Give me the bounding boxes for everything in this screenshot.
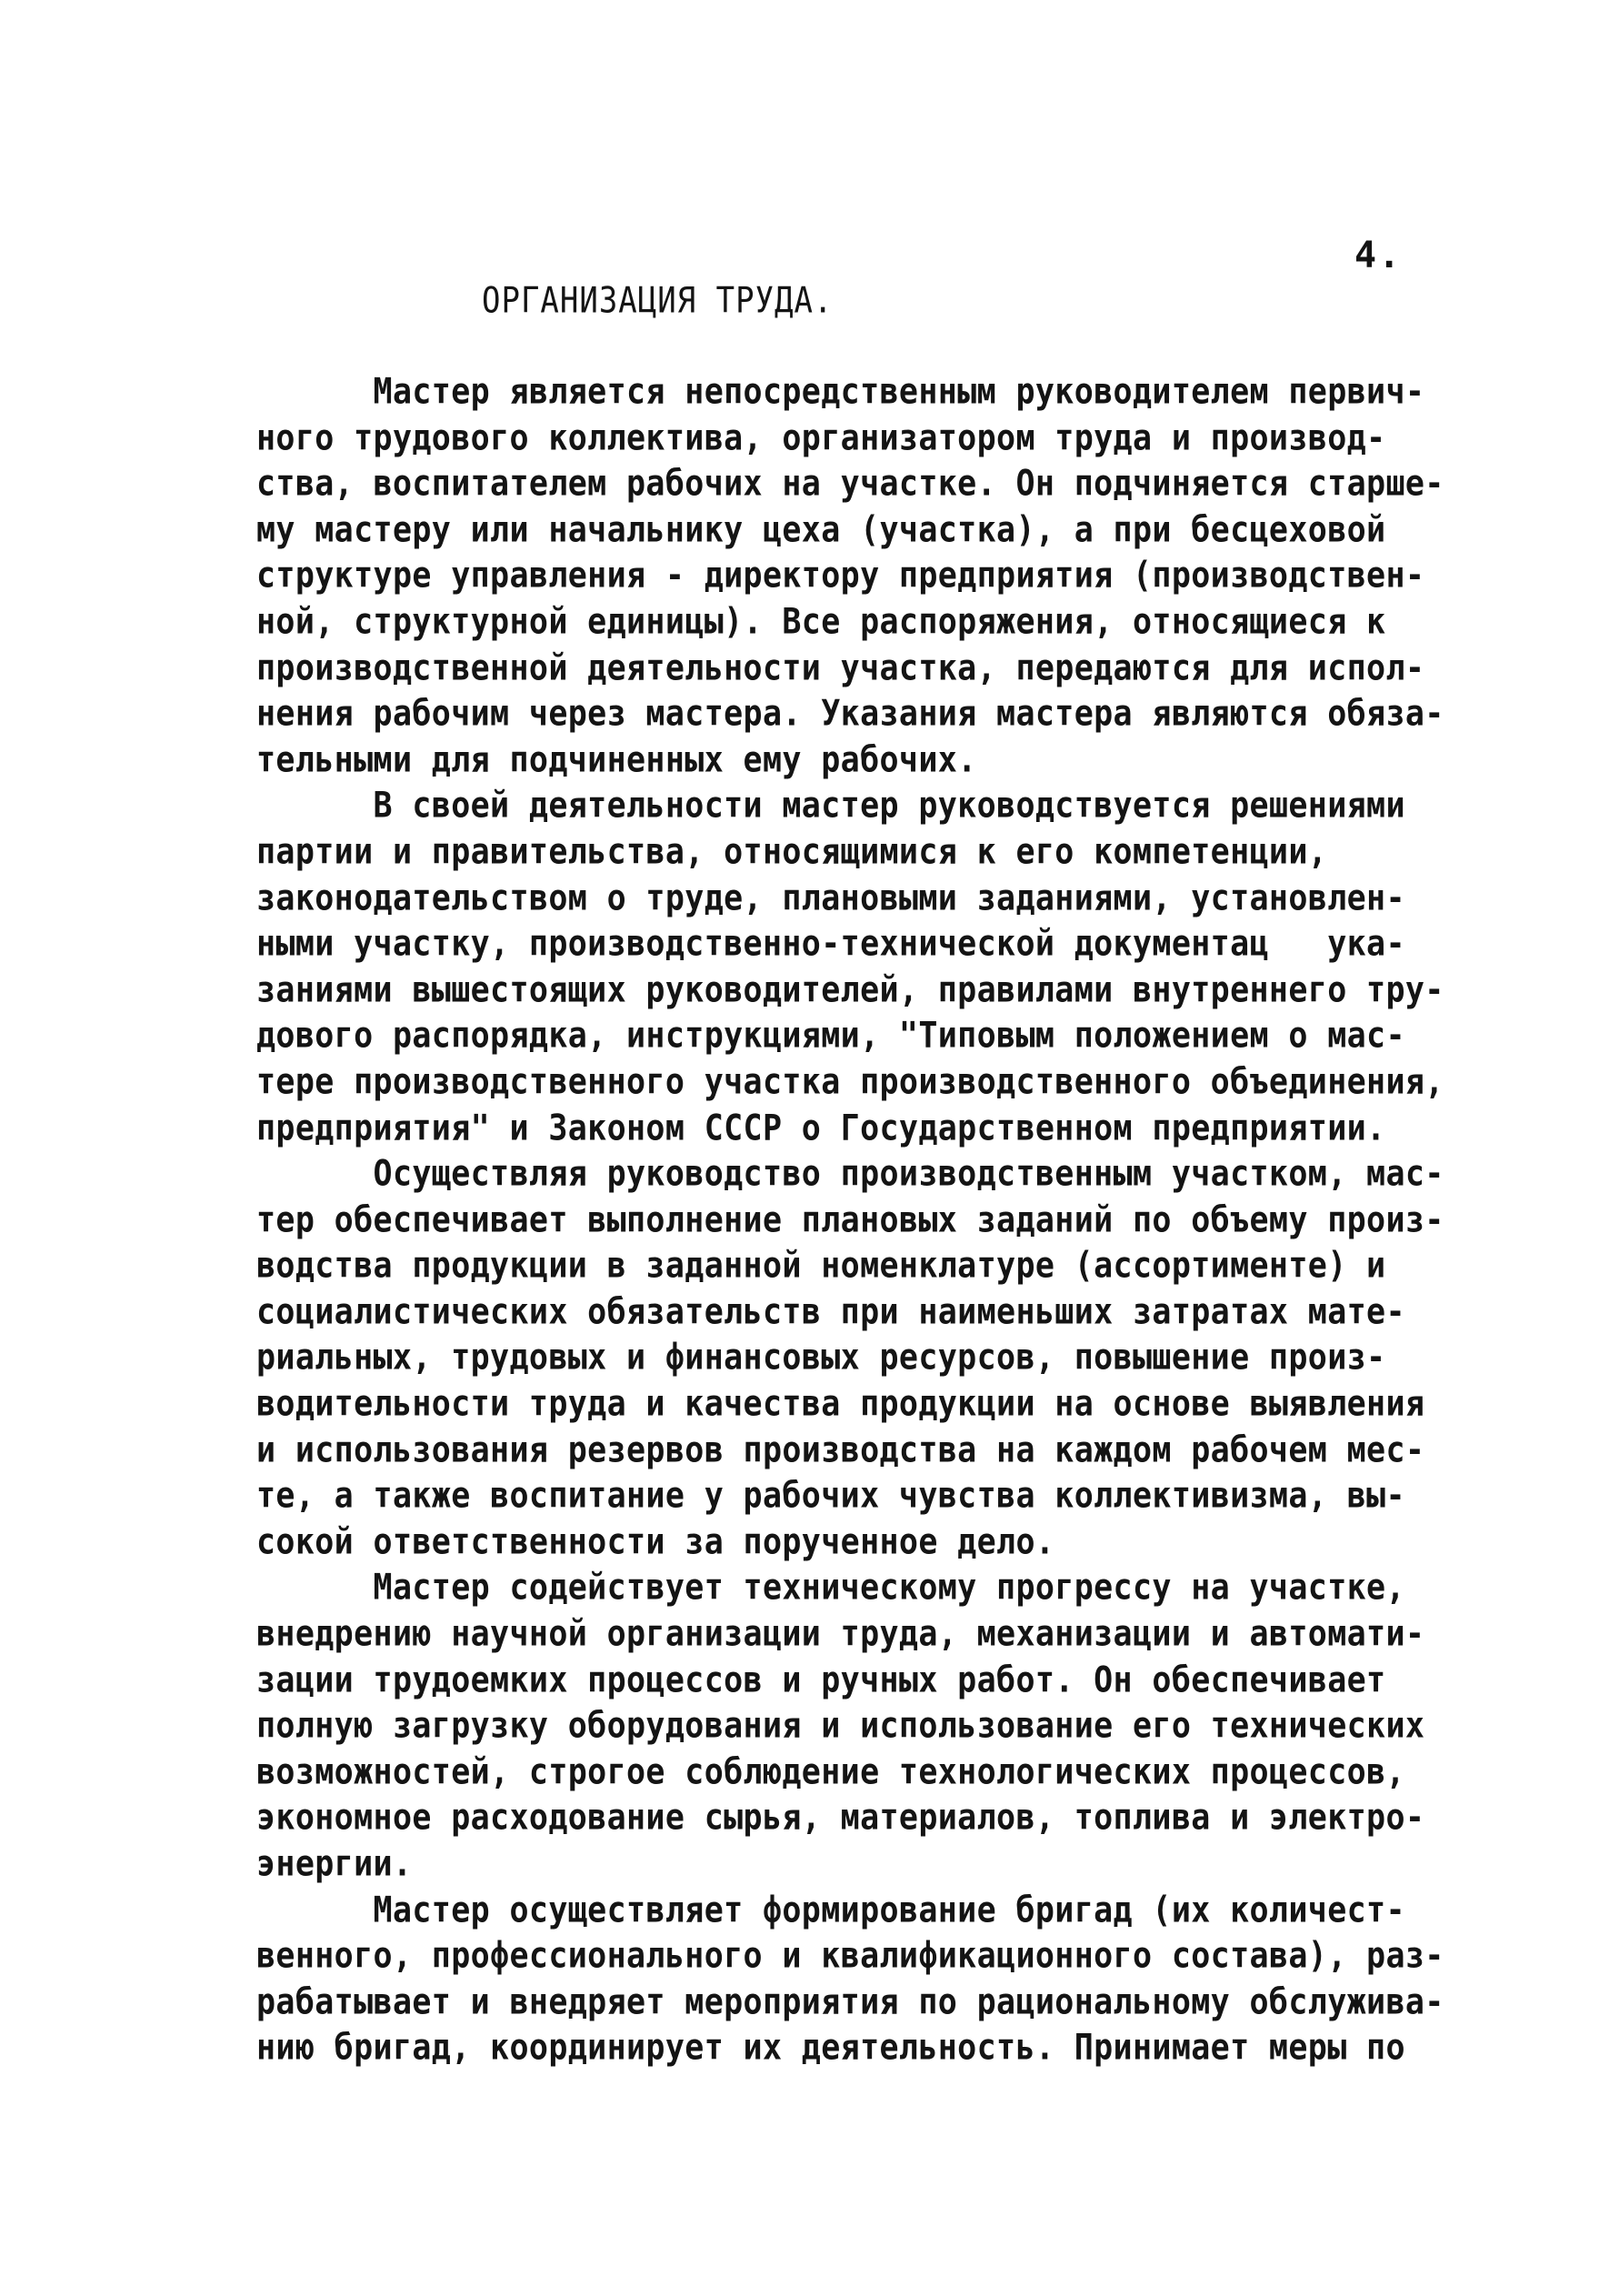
text-line: риальных, трудовых и финансовых ресурсов, повышение произ- [256,1338,1386,1379]
text-line: структуре управления - директору предприятия (производствен- [256,555,1425,597]
body-text [256,369,1493,2071]
text-line: рабатывает и внедряет мероприятия по рациональному обслужива- [256,1981,1444,2023]
text-line: Мастер является непосредственным руководителем первич- [256,371,1425,413]
text-line: социалистических обязательств при наименьших затратах мате- [256,1291,1405,1333]
text-line: нию бригад, координирует их деятельность. Принимает меры по [256,2027,1405,2069]
text-line: тере производственного участка производственного объединения, [256,1061,1444,1103]
text-line: ной, структурной единицы). Все распоряжения, относящиеся к [256,601,1386,643]
text-line: зации трудоемких процессов и ручных работ. Он обеспечивает [256,1659,1386,1700]
text-line: тер обеспечивает выполнение плановых заданий по объему произ- [256,1199,1444,1241]
text-line: возможностей, строгое соблюдение технологических процессов, [256,1751,1405,1793]
text-line: энергии. [256,1843,413,1885]
text-line: ного трудового коллектива, организатором труда и производ- [256,417,1386,458]
page-number: 4. [1354,235,1403,276]
text-line: му мастеру или начальнику цеха (участка), а при бесцеховой [256,509,1386,551]
text-line: нения рабочим через мастера. Указания мастера являются обяза- [256,693,1444,735]
text-line: венного, профессионального и квалификационного состава), раз- [256,1935,1444,1977]
text-line: Мастер содействует техническому прогрессу на участке, [256,1568,1405,1609]
text-line: производственной деятельности участка, передаются для испол- [256,647,1425,688]
text-line: сокой ответственности за порученное дело. [256,1521,1055,1563]
text-line: и использования резервов производства на каждом рабочем мес- [256,1429,1425,1471]
text-line: предприятия" и Законом СССР о Государственном предприятии. [256,1108,1386,1148]
text-line: полную загрузку оборудования и использование его технических [256,1705,1425,1747]
text-line: экономное расходование сырья, материалов, топлива и электро- [256,1797,1425,1839]
text-line: законодательством о труде, плановыми заданиями, установлен- [256,877,1405,918]
text-line: водительности труда и качества продукции на основе выявления [256,1383,1425,1425]
text-line: внедрению научной организации труда, механизации и автомати- [256,1613,1425,1655]
text-line: водства продукции в заданной номенклатуре (ассортименте) и [256,1245,1386,1287]
text-line: ными участку, производственно-технической документац ука- [256,923,1405,965]
text-line: те, а также воспитание у рабочих чувства коллективизма, вы- [256,1475,1405,1517]
document-title: ОРГАНИЗАЦИЯ ТРУДА. [482,280,834,322]
text-line: Осуществляя руководство производственным участком, мас- [256,1153,1444,1195]
text-line: дового распорядка, инструкциями, "Типовым положением о мас- [256,1015,1405,1057]
text-line: ства, воспитателем рабочих на участке. Он подчиняется старше- [256,463,1444,505]
text-line: В своей деятельности мастер руководствуется решениями [256,785,1405,827]
text-line: заниями вышестоящих руководителей, правилами внутреннего тру- [256,969,1444,1011]
text-line: Мастер осуществляет формирование бригад (их количест- [256,1890,1405,1930]
text-line: тельными для подчиненных ему рабочих. [256,739,977,781]
text-line: партии и правительства, относящимися к его компетенции, [256,831,1328,873]
